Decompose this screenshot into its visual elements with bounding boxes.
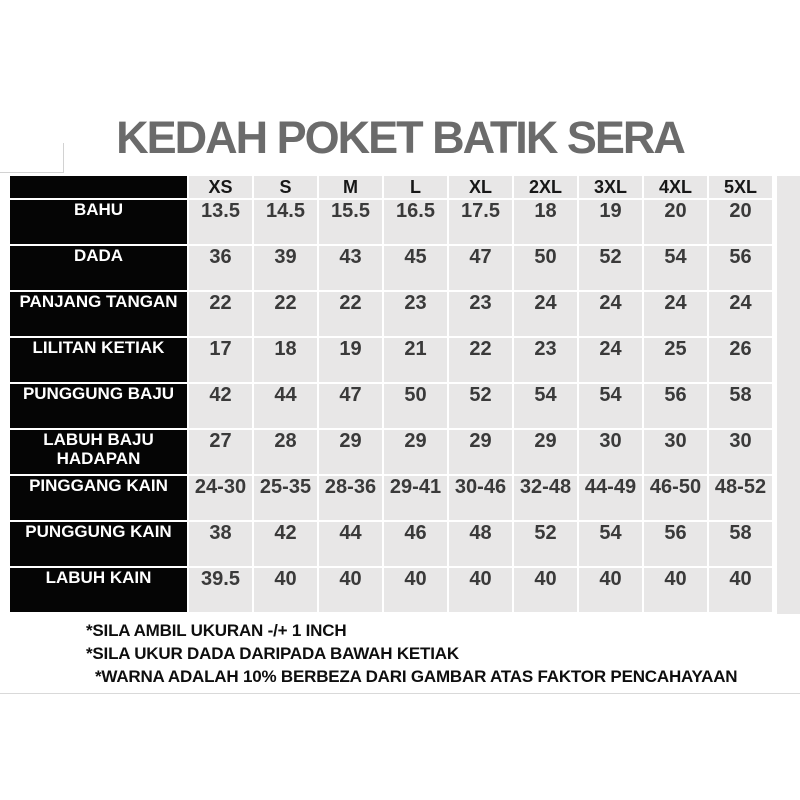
size-value-cell: 52 (579, 246, 642, 290)
row-label: PUNGGUNG KAIN (10, 522, 187, 566)
size-column-header: 5XL (709, 176, 772, 198)
size-value-cell: 50 (514, 246, 577, 290)
size-value-cell: 17 (189, 338, 252, 382)
size-value-cell: 19 (319, 338, 382, 382)
size-value-cell: 25-35 (254, 476, 317, 520)
size-value-cell: 39.5 (189, 568, 252, 612)
size-value-cell: 22 (319, 292, 382, 336)
size-value-cell: 25 (644, 338, 707, 382)
measurement-row (10, 292, 772, 336)
size-value-cell: 24 (709, 292, 772, 336)
size-value-cell: 22 (189, 292, 252, 336)
size-chart-table (8, 174, 774, 614)
size-value-cell: 46-50 (644, 476, 707, 520)
size-value-cell: 44 (319, 522, 382, 566)
size-value-cell: 40 (254, 568, 317, 612)
size-value-cell: 48-52 (709, 476, 772, 520)
size-value-cell: 28 (254, 430, 317, 474)
note-line: *SILA AMBIL UKURAN -/+ 1 INCH (86, 621, 347, 640)
size-value-cell: 22 (449, 338, 512, 382)
size-chart-body (10, 200, 772, 612)
size-column-header: 3XL (579, 176, 642, 198)
size-value-cell: 56 (644, 384, 707, 428)
size-column-header: 2XL (514, 176, 577, 198)
size-value-cell: 48 (449, 522, 512, 566)
size-column-header: XS (189, 176, 252, 198)
size-value-cell: 47 (319, 384, 382, 428)
size-value-cell: 15.5 (319, 200, 382, 244)
size-value-cell: 18 (254, 338, 317, 382)
size-value-cell: 28-36 (319, 476, 382, 520)
measurement-row (10, 384, 772, 428)
size-value-cell: 17.5 (449, 200, 512, 244)
size-value-cell: 20 (709, 200, 772, 244)
size-value-cell: 43 (319, 246, 382, 290)
size-value-cell: 23 (449, 292, 512, 336)
size-column-header: M (319, 176, 382, 198)
size-value-cell: 30 (644, 430, 707, 474)
size-value-cell: 54 (514, 384, 577, 428)
size-value-cell: 40 (514, 568, 577, 612)
size-value-cell: 29-41 (384, 476, 447, 520)
right-edge-strip (777, 176, 800, 614)
size-value-cell: 44-49 (579, 476, 642, 520)
size-value-cell: 24 (644, 292, 707, 336)
size-value-cell: 47 (449, 246, 512, 290)
size-value-cell: 40 (449, 568, 512, 612)
size-value-cell: 40 (709, 568, 772, 612)
size-value-cell: 18 (514, 200, 577, 244)
size-value-cell: 39 (254, 246, 317, 290)
size-value-cell: 32-48 (514, 476, 577, 520)
size-value-cell: 42 (189, 384, 252, 428)
size-value-cell: 42 (254, 522, 317, 566)
size-column-header: 4XL (644, 176, 707, 198)
row-label: DADA (10, 246, 187, 290)
header-row (10, 176, 772, 198)
size-value-cell: 27 (189, 430, 252, 474)
row-label: PUNGGUNG BAJU (10, 384, 187, 428)
size-value-cell: 24-30 (189, 476, 252, 520)
size-value-cell: 40 (644, 568, 707, 612)
size-value-cell: 29 (449, 430, 512, 474)
size-value-cell: 23 (514, 338, 577, 382)
size-value-cell: 40 (319, 568, 382, 612)
measurement-row (10, 246, 772, 290)
size-value-cell: 24 (514, 292, 577, 336)
note-line: *WARNA ADALAH 10% BERBEZA DARI GAMBAR ATAS FAKTOR PENCAHAYAAN (95, 667, 738, 686)
size-value-cell: 44 (254, 384, 317, 428)
measurement-row (10, 200, 772, 244)
measurement-row (10, 568, 772, 612)
size-value-cell: 30 (579, 430, 642, 474)
measurement-row (10, 338, 772, 382)
size-value-cell: 54 (579, 384, 642, 428)
size-value-cell: 54 (644, 246, 707, 290)
size-value-cell: 38 (189, 522, 252, 566)
size-value-cell: 29 (514, 430, 577, 474)
divider-line (0, 693, 800, 694)
size-value-cell: 14.5 (254, 200, 317, 244)
size-value-cell: 19 (579, 200, 642, 244)
size-column-header: S (254, 176, 317, 198)
size-value-cell: 22 (254, 292, 317, 336)
size-value-cell: 58 (709, 522, 772, 566)
size-value-cell: 20 (644, 200, 707, 244)
size-value-cell: 40 (579, 568, 642, 612)
size-value-cell: 26 (709, 338, 772, 382)
size-value-cell: 16.5 (384, 200, 447, 244)
measurement-row (10, 476, 772, 520)
measurement-row (10, 522, 772, 566)
size-value-cell: 24 (579, 292, 642, 336)
row-label: LABUH KAIN (10, 568, 187, 612)
size-value-cell: 29 (384, 430, 447, 474)
size-chart-header (10, 176, 772, 198)
size-value-cell: 23 (384, 292, 447, 336)
row-label: PANJANG TANGAN (10, 292, 187, 336)
row-label: PINGGANG KAIN (10, 476, 187, 520)
measurement-row (10, 430, 772, 474)
size-value-cell: 45 (384, 246, 447, 290)
size-value-cell: 56 (709, 246, 772, 290)
row-label: LILITAN KETIAK (10, 338, 187, 382)
size-value-cell: 46 (384, 522, 447, 566)
row-label: LABUH BAJU HADAPAN (10, 430, 187, 474)
size-value-cell: 13.5 (189, 200, 252, 244)
size-value-cell: 21 (384, 338, 447, 382)
size-column-header: L (384, 176, 447, 198)
size-value-cell: 50 (384, 384, 447, 428)
size-value-cell: 30 (709, 430, 772, 474)
notes (86, 619, 737, 688)
size-value-cell: 58 (709, 384, 772, 428)
size-value-cell: 40 (384, 568, 447, 612)
size-value-cell: 52 (449, 384, 512, 428)
size-value-cell: 52 (514, 522, 577, 566)
page-title: KEDAH POKET BATIK SERA (116, 112, 684, 163)
size-value-cell: 30-46 (449, 476, 512, 520)
size-value-cell: 24 (579, 338, 642, 382)
corner-cell (10, 176, 187, 198)
note-line: *SILA UKUR DADA DARIPADA BAWAH KETIAK (86, 644, 459, 663)
size-value-cell: 36 (189, 246, 252, 290)
size-value-cell: 54 (579, 522, 642, 566)
row-label: BAHU (10, 200, 187, 244)
size-value-cell: 29 (319, 430, 382, 474)
faint-border-artifact-horizontal (0, 172, 63, 173)
size-column-header: XL (449, 176, 512, 198)
size-value-cell: 56 (644, 522, 707, 566)
